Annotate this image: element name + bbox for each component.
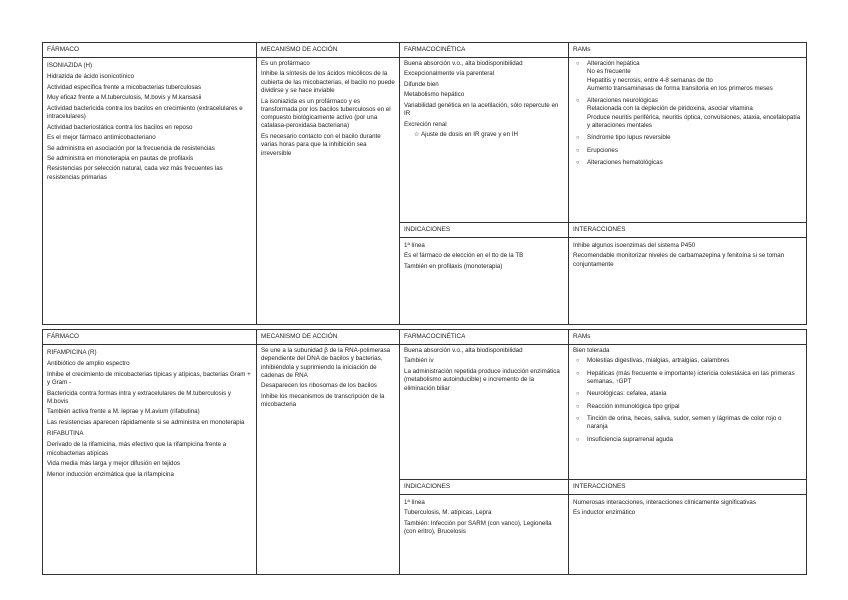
farmaco-line: Es el mejor fármaco antimicobacteriano (47, 134, 156, 142)
pk-star-line: ☆ Ajuste de dosis en IR grave y en IH (414, 131, 518, 139)
mecanismo-line: Inhibe los mecanismos de transcripción de la micobacteria (261, 392, 385, 409)
mecanismo-cell (257, 345, 400, 575)
indicacion-line: Tuberculosis, M. atípicas, Lepra (404, 509, 492, 517)
mecanismo-line: Desaparecen los ribosomas de los bacilos (261, 382, 377, 390)
header-indicaciones: INDICACIONES (400, 480, 568, 495)
pk-line: Difunde bien (404, 80, 439, 88)
header-farmaco: FÁRMACO (43, 330, 257, 345)
indicacion-line: 1ª línea (404, 242, 425, 249)
mecanismo-line: Es un profármaco (261, 60, 310, 67)
farmacocinetica-cell (400, 58, 569, 223)
drug-name: ISONIAZIDA (H) (47, 62, 93, 69)
farmaco-line: Se administra en asociación por la frecuencia de resistencias (47, 144, 215, 152)
farmaco-line: Bactericida contra formas intra y extracelulares de M.tuberculosis y M.bovis (47, 389, 231, 405)
header-interacciones: INTERACCIONES (569, 223, 806, 238)
farmaco-line: Se administra en monoterapia en pautas de profilaxis (47, 154, 194, 162)
header-farmacocinetica: FARMACOCINÉTICA (400, 330, 569, 345)
farmaco-line: Actividad específica frente a micobacterias tuberculosas (47, 83, 202, 91)
farmacocinetica-cell (400, 345, 569, 480)
rifampicina-table (42, 329, 807, 575)
rams-cell (569, 345, 807, 480)
ram-item: ○ Neurológicas: cefalea, ataxia (573, 390, 802, 398)
pk-line: Buena absorción v.o., alta biodisponibilidad (404, 347, 523, 354)
farmaco-line: Muy eficaz frente a M.tuberculosis, M.bovis y M.kansasii (47, 94, 202, 102)
farmaco-cell (43, 58, 257, 325)
header-rams: RAMs (569, 330, 807, 345)
interacciones-cell (569, 480, 807, 575)
interaccion-line: Numerosas interacciones, interacciones clínicamente significativas (573, 499, 756, 506)
header-indicaciones: INDICACIONES (400, 223, 568, 238)
isoniazida-table (42, 42, 807, 325)
ram-item: ○ Tinción de orina, heces, saliva, sudor, semen y lágrimas de color rojo o naranja (573, 415, 802, 432)
rifabutina-line: Vida media más larga y mejor difusión en tejidos (47, 460, 180, 468)
interaccion-line: Inhibe algunos isoenzimas del sistema P450 (573, 242, 696, 249)
pk-line: También iv (404, 357, 434, 365)
ram-item: ○ Erupciones (573, 147, 802, 155)
ram-item: ○ Alteraciones hematológicas (573, 159, 802, 167)
mecanismo-line: Es necesario contacto con el bacilo durante varias horas para que la inhibición sea irreversible (261, 132, 381, 157)
indicacion-line: 1ª línea (404, 499, 425, 506)
pk-line: Excepcionalmente vía parenteral (404, 70, 495, 78)
pk-line: Excreción renal (404, 120, 447, 128)
indicacion-line: También: Infección por SARM (con vanco), Legionella (con eritro), Brucelosis (404, 519, 552, 536)
header-mecanismo: MECANISMO DE ACCIÓN (257, 330, 400, 345)
header-farmaco: FÁRMACO (43, 43, 257, 58)
pk-line: Buena absorción v.o., alta biodisponibilidad (404, 60, 523, 67)
pk-line: La administración repetida produce inducción enzimática (metabolismo autoinducible) e incremento de la eliminación biliar (404, 367, 560, 392)
farmaco-line: Inhibe el crecimiento de micobacterias típicas y atípicas, bacterias Gram + y Gram - (47, 370, 251, 387)
interaccion-line: Recomendable monitorizar niveles de carbamazepina y fenitoína si se toman conjuntamente (573, 252, 785, 268)
header-interacciones: INTERACCIONES (569, 480, 806, 495)
star-icon: ☆ (414, 131, 421, 139)
rifabutina-line: Menor inducción enzimática que la rifampicina (47, 470, 174, 478)
mecanismo-line: La isoniazida es un profármaco y es transformada por los bacilos tuberculosos en el compuesto biológicamente activo (por una catalasa-peroxidasa bacteriana) (261, 97, 391, 130)
rifabutina-line: Derivado de la rifamicina, más efectivo que la rifampicina frente a micobacterias atípicas (47, 441, 227, 457)
ram-item: ○ Reacción inmunológica tipo gripal (573, 403, 802, 411)
farmaco-line: Hidrazida de ácido isonicotínico (47, 73, 135, 81)
header-rams: RAMs (569, 43, 807, 58)
farmaco-line: Actividad bactericida contra los bacilos en crecimiento (extracelulares e intracelulares) (47, 104, 243, 121)
farmaco-line: Antibiótico de amplio espectro (47, 360, 130, 368)
mecanismo-line: Se une a la subunidad β de la RNA-polimerasa dependiente del DNA de bacilos y bacterias, inhibiéndola y suprimiendo la iniciación de cadenas de RNA (261, 347, 391, 379)
farmaco-line: Las resistencias aparecen rápidamente si se administra en monoterapia (47, 418, 245, 426)
rifabutina-name: RIFABUTINA (47, 430, 84, 438)
rams-intro: Bien tolerada (573, 347, 610, 354)
ram-item: ○ Alteraciones neurológicas Relacionada con la depleción de piridoxina, asociar vitamina Produce neuritis periférica, neuritis óptica, convulsiones, ataxia, encefalopatía y alteraciones mentales (573, 97, 802, 130)
interacciones-cell (569, 223, 807, 325)
mecanismo-cell (257, 58, 400, 325)
indicacion-line: Es el fármaco de elección en el tto de la TB (404, 252, 524, 260)
indicaciones-cell (400, 480, 569, 575)
indicaciones-cell (400, 223, 569, 325)
ram-item: ○ Molestias digestivas, mialgias, artralgias, calambres (573, 357, 802, 365)
header-farmacocinetica: FARMACOCINÉTICA (400, 43, 569, 58)
farmaco-cell (43, 345, 257, 575)
header-mecanismo: MECANISMO DE ACCIÓN (257, 43, 400, 58)
ram-item: ○ Hepáticas (más frecuente e importante) ictericia colestásica en las primeras semanas, ↑GPT (573, 370, 802, 387)
farmaco-line: También activa frente a M. leprae y M.avium (rifabutina) (47, 408, 200, 416)
drug-name: RIFAMPICINA (R) (47, 349, 97, 356)
rams-cell (569, 58, 807, 223)
ram-item: ○ Insuficiencia suprarrenal aguda (573, 436, 802, 444)
interaccion-line: Es inductor enzimático (573, 509, 636, 517)
ram-item: ○ Síndrome tipo lupus reversible (573, 134, 802, 142)
farmaco-line: Actividad bacteriostática contra los bacilos en reposo (47, 123, 193, 131)
farmaco-line: Resistencias por selección natural, cada vez más frecuentes las resistencias primarias (47, 165, 223, 181)
pk-line: Variabilidad genética en la acetilación, sólo repercute en IR (404, 101, 559, 118)
indicacion-line: También en profilaxis (monoterapia) (404, 262, 503, 270)
mecanismo-line: Inhibe la síntesis de los ácidos micólicos de la cubierta de las micobacterias, el bacilo no puede dividirse y se hace inviable (261, 70, 395, 95)
pk-line: Metabolismo hepático (404, 91, 465, 99)
ram-item: ○ Alteración hepática No es frecuente Hepatitis y necrosis, entre 4-8 semanas de tto Aumento transaminasas de forma transitoria en los primeros meses (573, 60, 802, 93)
